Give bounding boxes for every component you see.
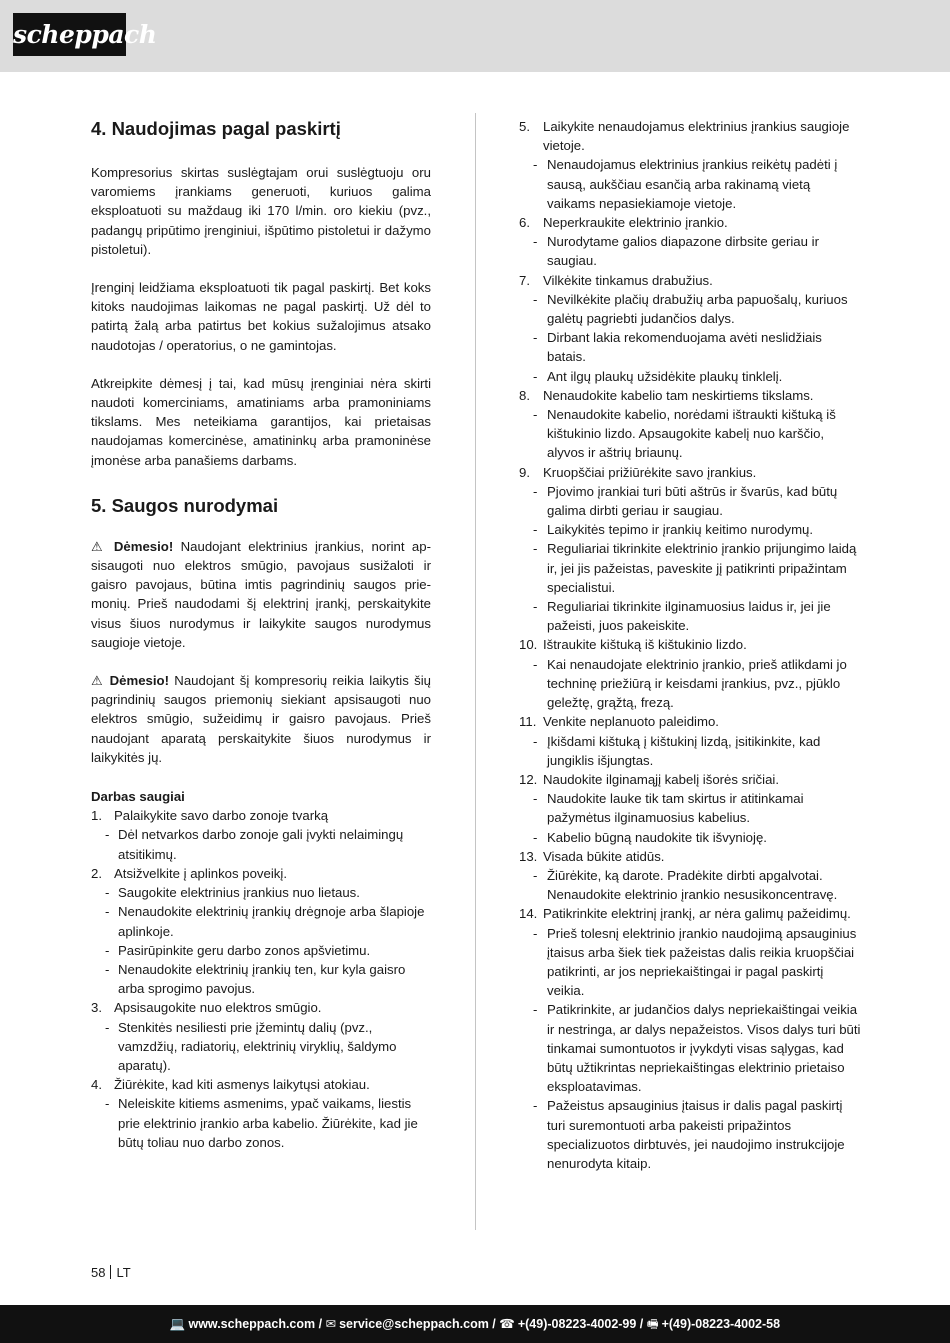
bullet-dash: - [533, 733, 538, 749]
list-item-number: 2. [91, 865, 102, 881]
page-footer [0, 1305, 950, 1343]
computer-icon: 💻 [169, 1317, 186, 1331]
bullet-dash: - [533, 330, 538, 346]
bullet-dash: - [105, 885, 110, 901]
bullet-dash: - [533, 1098, 538, 1114]
page-language: LT [116, 1265, 131, 1280]
list-sub-item-text: Pažeistus apsauginius įtaisus ir dalis pagal paskirtį turi suremontuoti arba pakeisti pripažintos specializuotos dirbtuvės, jei naudojimo instrukcijoje nenurodyta kitaip. [547, 1098, 845, 1171]
list-sub-item [519, 655, 861, 713]
list-item-text: Palaikykite savo darbo zonoje tvarką [114, 808, 329, 824]
page-number [91, 1265, 131, 1280]
list-item [519, 463, 861, 482]
section-5-title: 5. Saugos nurodymai [91, 494, 279, 516]
list-item-number: 14. [519, 906, 538, 922]
list-sub-item-text: Žiūrėkite, ką darote. Pradėkite dirbti apgalvotai. Nenaudokite elektrinio įrankio nesusikoncentravę. [547, 867, 838, 903]
list-sub-item [519, 1096, 861, 1173]
list-sub-item-text: Pjovimo įrankiai turi būti aštrūs ir švarūs, kad būtų galima dirbti geriau ir saugiau. [547, 483, 838, 519]
list-sub-item [519, 405, 861, 463]
list-item-text: Nenaudokite kabelio tam neskirtiems tikslams. [543, 387, 814, 403]
warning-triangle-icon: ⚠ [91, 538, 107, 554]
list-item [519, 635, 861, 654]
list-item-text: Laikykite nenaudojamus elektrinius įrankius saugioje vietoje. [543, 119, 850, 154]
page-header [0, 0, 950, 72]
section-4-paragraph-2: Įrenginį leidžiama eksploatuoti tik pagal paskirtį. Bet koks kitoks naudojimas laikomas ne pagal paskirtį. Už dėl to patirtą žalą arba patirtus bet kokius sužalojimus atsako naudotojas / operatorius, o ne gamintojas. [91, 280, 431, 353]
list-sub-item-text: Saugokite elektrinius įrankius nuo lietaus. [118, 885, 360, 901]
list-sub-item [519, 789, 861, 827]
list-sub-item [91, 1018, 431, 1076]
page-number-separator [110, 1265, 111, 1279]
list-sub-item [91, 902, 431, 940]
bullet-dash: - [533, 925, 538, 941]
bullet-dash: - [533, 656, 538, 672]
warning-paragraph-1 [91, 537, 431, 652]
list-item-text: Atsižvelkite į aplinkos poveikį. [114, 865, 287, 881]
bullet-dash: - [105, 904, 110, 920]
list-item-text: Ištraukite kištuką iš kištukinio lizdo. [543, 637, 747, 653]
list-sub-item [91, 825, 431, 863]
section-4-paragraph-3: Atkreipkite dėmesį į tai, kad mūsų įrenginiai nėra skirti naudoti komerciniams, amatiniams arba pramoniniams tikslams. Mes neteikiama garantijos, kai prietaisas naudojamas komercinėse, amatininkų arba pramoninėse įmonėse arba panašiems darbams. [91, 375, 431, 468]
list-sub-item [519, 828, 861, 847]
list-sub-item-text: Patikrinkite, ar judančios dalys nepriekaištingai veikia ir nestringa, ar dalys nepažeistos. Visos dalys turi būti tinkamai sumontuotos ir įvykdyti visas sąlygas, kad būtų užtikrintas nepriekaištingas elektrinio prietaiso eksploatavimas. [547, 1002, 861, 1095]
list-item [519, 271, 861, 290]
bullet-dash: - [105, 827, 110, 843]
list-item [91, 998, 431, 1017]
mail-icon: ✉ [325, 1317, 337, 1331]
list-item-number: 8. [519, 387, 530, 403]
warning-label: Dėmesio! [109, 673, 169, 689]
list-item-text: Patikrinkite elektrinį įrankį, ar nėra galimų pažeidimų. [543, 906, 851, 922]
section-4-paragraph-1: Kompresorius skirtas suslėgtajam orui suslėgtuoju oru varomiems įrankiams generuoti, kuriuos galima eksploatuoti su maždaug iki 170 l/min. oro kiekiu (pvz., padangų pripūtimo įrenginiui, išpūtimo pistoletui ir dažymo pistoletui). [91, 165, 431, 257]
list-sub-item-text: Reguliariai tikrinkite ilginamuosius laidus ir, jei jie pažeisti, juos pakeiskite. [547, 599, 831, 634]
list-sub-item-text: Stenkitės nesiliesti prie įžemintų dalių (pvz., vamzdžių, radiatorių, elektrinių viryklių, šaldymo aparatų). [118, 1019, 397, 1073]
list-item-number: 13. [519, 848, 538, 864]
list-item [519, 847, 861, 866]
bullet-dash: - [533, 541, 538, 557]
list-sub-item [91, 883, 431, 902]
list-sub-item-text: Nenaudokite elektrinių įrankių ten, kur kyla gaisro arba sprogimo pavojus. [118, 961, 406, 997]
list-item-number: 7. [519, 272, 530, 288]
list-sub-item-text: Pasirūpinkite geru darbo zonos apšvietimu. [118, 942, 371, 958]
list-sub-item [519, 155, 861, 213]
list-sub-item-text: Įkišdami kištuką į kištukinį lizdą, įsitikinkite, kad jungiklis išjungtas. [547, 733, 821, 768]
list-sub-item-text: Nevilkėkite plačių drabužių arba papuošalų, kuriuos galėtų pagriebti judančios dalys. [547, 291, 848, 327]
list-sub-item-text: Nenaudojamus elektrinius įrankius reikėtų padėti į sausą, aukščiau esančią arba rakinamą vietą vaikams nepasiekiamoje vietoje. [547, 157, 838, 211]
list-item [519, 770, 861, 789]
list-item-text: Visada būkite atidūs. [543, 848, 665, 864]
list-sub-item-text: Dėl netvarkos darbo zonoje gali įvykti nelaimingų atsitikimų. [118, 827, 404, 862]
footer-website: www.scheppach.com / [188, 1317, 323, 1331]
bullet-dash: - [105, 961, 110, 977]
list-item-number: 12. [519, 771, 538, 787]
list-item [519, 386, 861, 405]
list-sub-item-text: Nurodytame galios diapazone dirbsite geriau ir saugiau. [547, 234, 819, 269]
list-sub-item [519, 924, 861, 1001]
list-item-text: Kruopščiai prižiūrėkite savo įrankius. [543, 464, 757, 480]
list-item-number: 10. [519, 637, 538, 653]
list-sub-item [519, 597, 861, 635]
list-sub-item-text: Reguliariai tikrinkite elektrinio įrankio prijungimo laidą ir, jei jis pažeistas, paveskite jį patikrinti pripažintam specialistui. [547, 541, 857, 595]
list-sub-item [519, 482, 861, 520]
list-sub-item [519, 520, 861, 539]
footer-phone: +(49)-08223-4002-99 / [517, 1317, 644, 1331]
fax-icon: 🖷 [646, 1317, 659, 1331]
list-item-number: 3. [91, 1000, 102, 1016]
list-sub-item-text: Neleiskite kitiems asmenims, ypač vaikams, liestis prie elektrinio įrankio arba kabelio. Žiūrėkite, kad jie būtų toliau nuo darbo zonos. [118, 1096, 418, 1150]
list-sub-item [91, 960, 431, 998]
warning-label: Dėmesio! [113, 538, 174, 554]
list-item [91, 806, 431, 825]
list-item [519, 213, 861, 232]
work-safely-heading: Darbas saugiai [91, 789, 185, 805]
footer-fax: +(49)-08223-4002-58 [661, 1317, 781, 1331]
list-item [91, 1075, 431, 1094]
list-item-text: Neperkraukite elektrinio įrankio. [543, 215, 728, 231]
list-item-number: 1. [91, 808, 102, 824]
list-item-number: 11. [519, 714, 537, 730]
list-sub-item-text: Nenaudokite kabelio, norėdami ištraukti kištuką iš kištukinio lizdo. Apsaugokite kabelį nuo karščio, alyvos ir aštrių briaunų. [547, 407, 836, 461]
list-item-text: Naudokite ilginamąjį kabelį išorės sričiai. [543, 771, 780, 787]
list-item-text: Žiūrėkite, kad kiti asmenys laikytųsi atokiau. [114, 1077, 370, 1093]
safety-list-right [519, 117, 861, 1173]
list-item-text: Venkite neplanuoto paleidimo. [543, 714, 719, 730]
warning-text-2: Naudojant šį kompresorių reikia laikytis šių pagrindinių saugos priemonių siekiant apsisaugoti nuo elektros smūgio, sužeidimų ir gaisro pavojaus. Prieš naudojant aparatą perskaitykite šiuos nurodymus ir laikykitės jų. [91, 673, 431, 765]
list-sub-item [91, 1094, 431, 1152]
bullet-dash: - [533, 1002, 538, 1018]
safety-list-left [91, 806, 431, 1152]
list-sub-item [519, 328, 861, 366]
page-number-value: 58 [91, 1265, 106, 1280]
list-item [519, 904, 861, 923]
list-sub-item [519, 732, 861, 770]
list-item-number: 9. [519, 464, 530, 480]
scheppach-logo: scheppach [13, 13, 126, 56]
list-sub-item [519, 539, 861, 597]
list-item-text: Apsisaugokite nuo elektros smūgio. [114, 1000, 322, 1016]
list-sub-item-text: Prieš tolesnį elektrinio įrankio naudojimą apsauginius įtaisus arba šiek tiek pažeistas dalis reikia kruopščiai patikrinti, ar jos nepriekaištingai ir pagal paskirtį veikia. [547, 925, 857, 999]
list-sub-item [519, 1000, 861, 1096]
list-sub-item [519, 290, 861, 328]
list-sub-item-text: Dirbant lakia rekomenduojama avėti neslidžiais batais. [547, 330, 822, 365]
list-item [519, 712, 861, 731]
list-sub-item-text: Ant ilgų plaukų užsidėkite plaukų tinklelį. [547, 368, 783, 384]
list-item-number: 4. [91, 1077, 102, 1093]
warning-triangle-icon: ⚠ [91, 673, 105, 689]
bullet-dash: - [533, 483, 538, 499]
list-sub-item [91, 941, 431, 960]
list-item [91, 864, 431, 883]
bullet-dash: - [533, 599, 538, 615]
list-item-number: 5. [519, 119, 530, 134]
list-sub-item [519, 866, 861, 904]
bullet-dash: - [105, 942, 110, 958]
bullet-dash: - [533, 157, 538, 173]
list-sub-item-text: Nenaudokite elektrinių įrankių drėgnoje arba šlapioje aplinkoje. [118, 904, 425, 939]
list-item [519, 117, 861, 155]
list-item-text: Vilkėkite tinkamus drabužius. [543, 272, 713, 288]
bullet-dash: - [533, 368, 538, 384]
section-4-title: 4. Naudojimas pagal paskirtį [91, 118, 341, 139]
bullet-dash: - [533, 234, 538, 250]
warning-text-1: Naudojant elektrinius įrankius, norint apsisaugoti nuo elektros smūgio, pavojaus susižaloti ir gaisro pavojaus, būtina imtis pagrindinių saugos priemonių. Prieš naudodami šį elektrinį įrankį, perskaitykite visus šiuos nurodymus ir laikykite saugos nurodymus saugioje vietoje. [91, 538, 432, 650]
bullet-dash: - [105, 1096, 110, 1112]
list-sub-item-text: Naudokite lauke tik tam skirtus ir atitinkamai pažymėtus ilginamuosius kabelius. [547, 791, 804, 826]
list-sub-item-text: Kabelio būgną naudokite tik išvynioję. [547, 829, 767, 845]
bullet-dash: - [533, 867, 538, 883]
list-sub-item [519, 367, 861, 386]
bullet-dash: - [533, 522, 538, 538]
bullet-dash: - [533, 829, 538, 845]
bullet-dash: - [105, 1019, 110, 1035]
column-divider [475, 113, 476, 1230]
list-sub-item [519, 232, 861, 270]
warning-paragraph-2 [91, 671, 431, 767]
bullet-dash: - [533, 407, 538, 423]
bullet-dash: - [533, 791, 538, 807]
footer-email: service@scheppach.com / [339, 1317, 496, 1331]
bullet-dash: - [533, 291, 538, 307]
list-sub-item-text: Kai nenaudojate elektrinio įrankio, prieš atlikdami jo techninę priežiūrą ir keisdami įrankius, pvz., pjūklo geležtę, grąžtą, frezą. [547, 656, 847, 711]
list-sub-item-text: Laikykitės tepimo ir įrankių keitimo nurodymų. [547, 522, 814, 538]
phone-icon: ☎ [499, 1317, 515, 1331]
right-column [519, 117, 861, 1173]
left-column [91, 117, 431, 1152]
list-item-number: 6. [519, 215, 530, 231]
